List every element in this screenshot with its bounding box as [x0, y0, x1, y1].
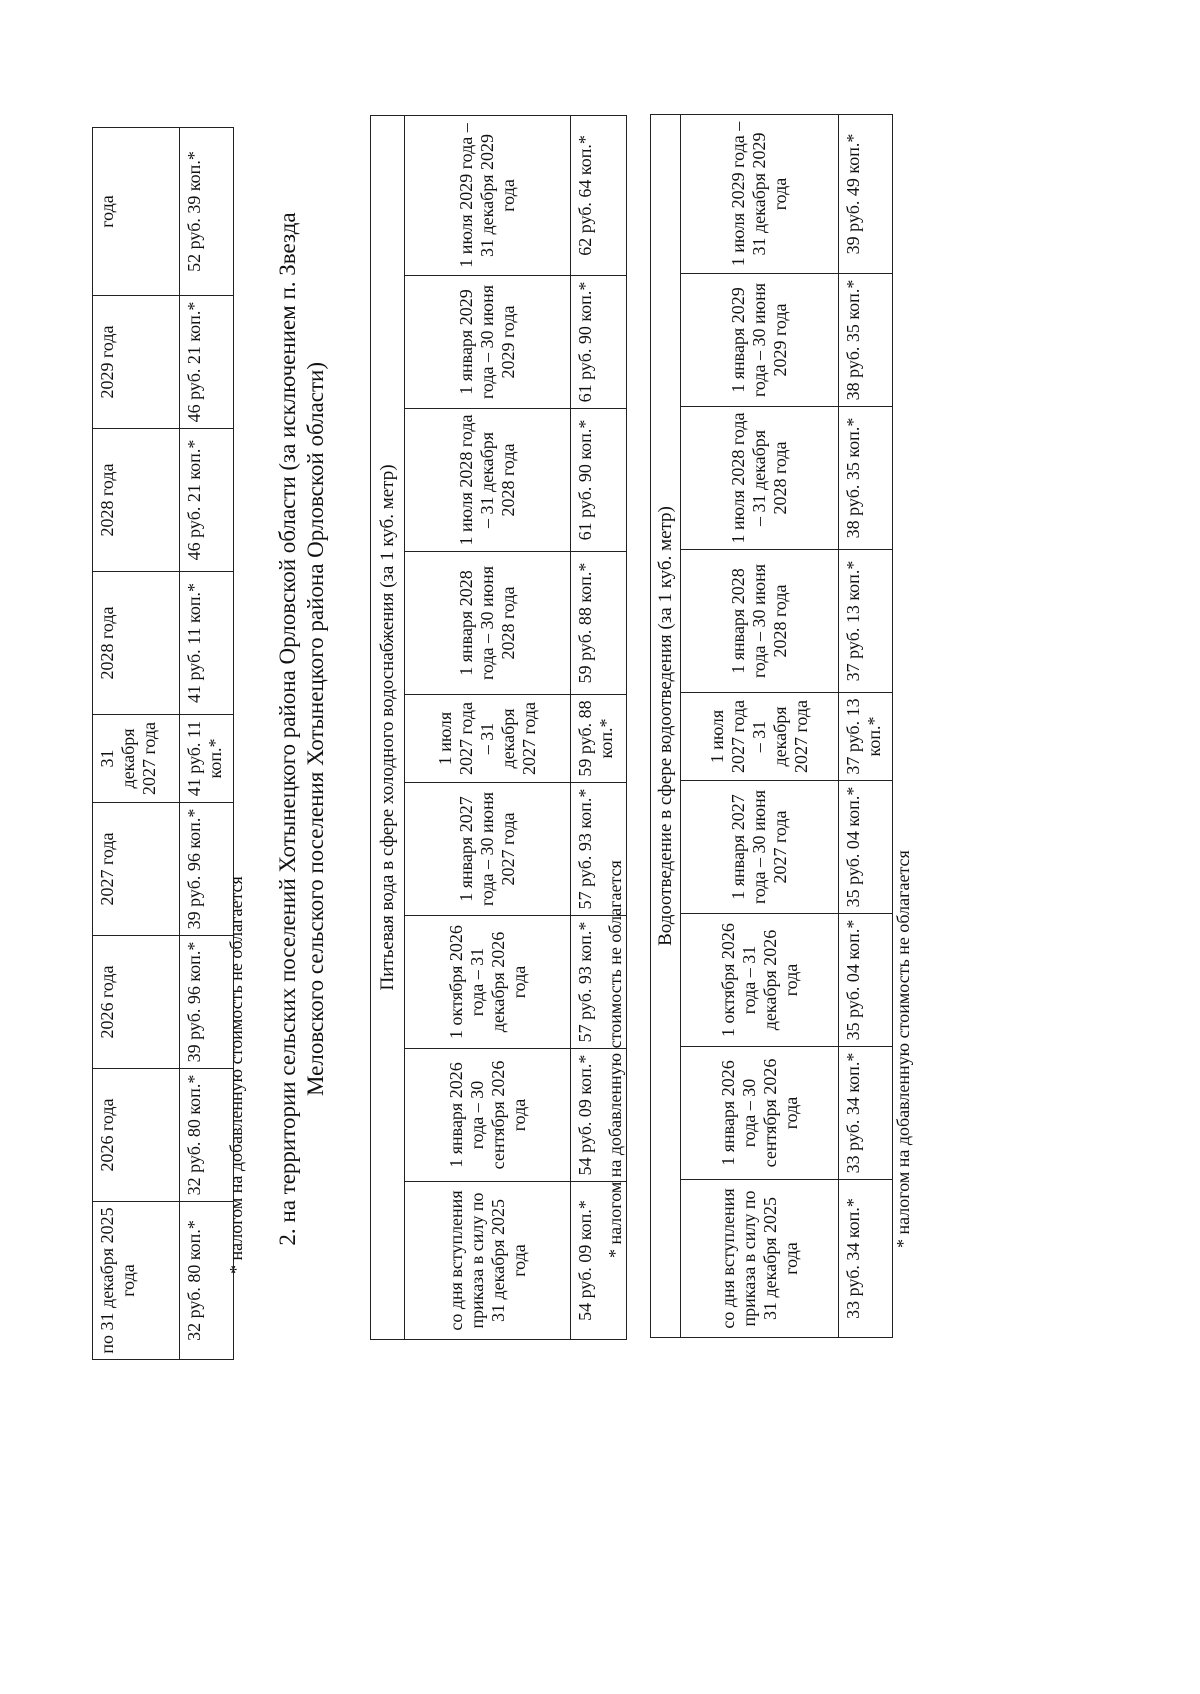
- value-cell: 57 руб. 93 коп.*: [571, 783, 627, 916]
- value-cell: 35 руб. 04 коп.*: [839, 914, 893, 1047]
- header-cell: 1 января 2028 года – 30 июня 2028 года: [681, 550, 839, 693]
- value-cell: 46 руб. 21 коп.*: [180, 429, 234, 572]
- table-header-row: [93, 128, 180, 1360]
- vat-note: * налогом на добавленную стоимость не облагается: [605, 860, 625, 1258]
- header-cell: 2026 года: [93, 936, 180, 1069]
- header-cell: 1 января 2027 года – 30 июня 2027 года: [681, 781, 839, 914]
- value-cell: 39 руб. 49 коп.*: [839, 114, 893, 273]
- header-cell: 1 января 2029 года – 30 июня 2029 года: [681, 274, 839, 407]
- value-cell: 39 руб. 96 коп.*: [180, 803, 234, 936]
- value-cell: 37 руб. 13 коп.*: [839, 550, 893, 693]
- section-heading: [274, 104, 330, 1354]
- header-cell: со дня вступления приказа в силу по 31 декабря 2025 года: [405, 1182, 571, 1340]
- value-cell: 61 руб. 90 коп.*: [571, 276, 627, 409]
- value-cell: 41 руб. 11 коп.*: [180, 715, 234, 803]
- value-cell: 39 руб. 96 коп.*: [180, 936, 234, 1069]
- value-cell: 52 руб. 39 коп.*: [180, 128, 234, 296]
- value-cell: 59 руб. 88 коп.*: [571, 695, 627, 783]
- table-title-row: [371, 115, 405, 1339]
- header-cell: по 31 декабря 2025 года: [93, 1202, 180, 1360]
- table-title: Питьевая вода в сфере холодного водоснабжения (за 1 куб. метр): [371, 115, 405, 1339]
- header-cell: 1 июля 2029 года – 31 декабря 2029 года: [405, 115, 571, 275]
- header-cell: 1 июля 2029 года – 31 декабря 2029 года: [681, 114, 839, 273]
- table-header-row: [405, 115, 571, 1339]
- value-cell: 38 руб. 35 коп.*: [839, 407, 893, 550]
- value-cell: 59 руб. 88 коп.*: [571, 552, 627, 695]
- water-supply-table: [370, 115, 627, 1340]
- table-title: Водоотведение в сфере водоотведения (за 1 куб. метр): [651, 114, 681, 1337]
- table-row: [839, 114, 893, 1337]
- value-cell: 46 руб. 21 коп.*: [180, 296, 234, 429]
- header-cell: 1 января 2026 года – 30 сентября 2026 года: [681, 1047, 839, 1180]
- header-cell: 1 октября 2026 года – 31 декабря 2026 года: [405, 916, 571, 1049]
- value-cell: 54 руб. 09 коп.*: [571, 1182, 627, 1340]
- value-cell: 32 руб. 80 коп.*: [180, 1202, 234, 1360]
- section-heading-line-1: 2. на территории сельских поселений Хотынецкого района Орловской области (за исключением п. Звезда: [275, 212, 300, 1246]
- header-cell: 1 октября 2026 года – 31 декабря 2026 года: [681, 914, 839, 1047]
- value-cell: 57 руб. 93 коп.*: [571, 916, 627, 1049]
- vat-note: * налогом на добавленную стоимость не облагается: [226, 876, 246, 1274]
- header-cell: 1 января 2028 года – 30 июня 2028 года: [405, 552, 571, 695]
- header-cell: года: [93, 128, 180, 296]
- header-cell: 1 июля 2028 года – 31 декабря 2028 года: [405, 409, 571, 552]
- header-cell: 31 декабря 2027 года: [93, 715, 180, 803]
- section-heading-line-2: Меловского сельского поселения Хотынецкого района Орловской области): [303, 362, 328, 1097]
- value-cell: 32 руб. 80 коп.*: [180, 1069, 234, 1202]
- header-cell: 2027 года: [93, 803, 180, 936]
- header-cell: 1 января 2029 года – 30 июня 2029 года: [405, 276, 571, 409]
- value-cell: 33 руб. 34 коп.*: [839, 1047, 893, 1180]
- header-cell: 2028 года: [93, 429, 180, 572]
- header-cell: 2029 года: [93, 296, 180, 429]
- vat-note: * налогом на добавленную стоимость не облагается: [893, 850, 913, 1248]
- wastewater-table: [650, 114, 893, 1338]
- header-cell: 1 июля 2028 года – 31 декабря 2028 года: [681, 407, 839, 550]
- header-cell: 1 июля 2027 года – 31 декабря 2027 года: [681, 693, 839, 781]
- header-cell: 1 июля 2027 года – 31 декабря 2027 года: [405, 695, 571, 783]
- table-title-row: [651, 114, 681, 1337]
- value-cell: 37 руб. 13 коп.*: [839, 693, 893, 781]
- value-cell: 33 руб. 34 коп.*: [839, 1180, 893, 1338]
- value-cell: 61 руб. 90 коп.*: [571, 409, 627, 552]
- table-header-row: [681, 114, 839, 1337]
- header-cell: 1 января 2027 года – 30 июня 2027 года: [405, 783, 571, 916]
- tariff-table-1: [92, 127, 234, 1360]
- value-cell: 41 руб. 11 коп.*: [180, 572, 234, 715]
- header-cell: 2026 года: [93, 1069, 180, 1202]
- header-cell: 2028 года: [93, 572, 180, 715]
- header-cell: со дня вступления приказа в силу по 31 декабря 2025 года: [681, 1180, 839, 1338]
- value-cell: 35 руб. 04 коп.*: [839, 781, 893, 914]
- value-cell: 62 руб. 64 коп.*: [571, 115, 627, 275]
- header-cell: 1 января 2026 года – 30 сентября 2026 года: [405, 1049, 571, 1182]
- value-cell: 54 руб. 09 коп.*: [571, 1049, 627, 1182]
- value-cell: 38 руб. 35 коп.*: [839, 274, 893, 407]
